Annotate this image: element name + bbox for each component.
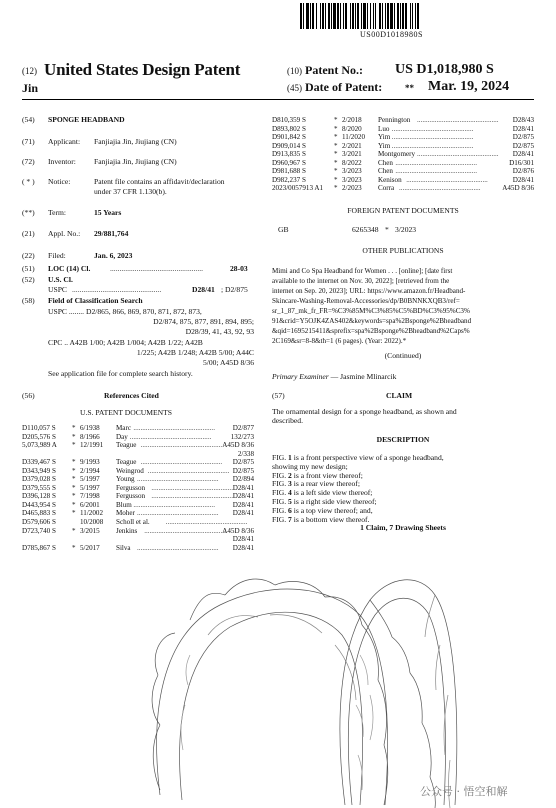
ref-date: 3/2015 (80, 526, 100, 535)
ref-number: D981,688 S (272, 167, 306, 176)
reference-row (272, 133, 534, 142)
ref-name: Young (116, 475, 135, 484)
reference-row (22, 535, 254, 544)
fig-caption: is a front view thereof; (291, 470, 363, 480)
ref-leader: .............................................. (133, 424, 215, 432)
ref-name: Corra (378, 184, 395, 193)
ref-class: D2/894 (232, 475, 254, 484)
ref-number: 5,073,989 A (22, 441, 57, 450)
term-value: 15 Years (94, 208, 122, 217)
ref-name: Teague (116, 458, 137, 467)
ref-mark: * (334, 124, 338, 133)
ref-mark: * (334, 158, 338, 167)
ref-number: D443,954 S (22, 500, 56, 509)
ref-date: 3/2021 (342, 150, 362, 159)
ref-number: D810,359 S (272, 116, 306, 124)
foreign-number: 6265348 (352, 225, 379, 234)
inventor-value: Fanjiajia Jin, Jiujiang (CN) (94, 157, 177, 166)
ref-leader: .............................................. (417, 116, 499, 124)
fig-number: 2 (288, 470, 292, 480)
ref-number: D893,802 S (272, 124, 306, 133)
notice-line-2: under 37 CFR 1.130(b). (94, 187, 167, 196)
fig-number: 7 (288, 514, 292, 524)
patent-number: US D1,018,980 S (395, 62, 494, 77)
title-code: (54) (22, 115, 35, 124)
ref-class: D28/41 (512, 150, 534, 159)
field-uspc-2: D2/874, 875, 877, 891, 894, 895; (153, 317, 254, 326)
reference-row (22, 527, 254, 536)
description-lines (272, 454, 534, 524)
reference-row (22, 458, 254, 467)
ref-leader: .............................................. (391, 124, 474, 133)
ref-mark: * (72, 432, 76, 441)
watermark: 公众号 · 悟空和解 (420, 785, 508, 798)
ref-number: D339,467 S (22, 458, 56, 467)
fig-word: FIG. (272, 514, 287, 524)
ref-leader: .............................................. (165, 518, 248, 527)
ref-class: D28/41 (232, 543, 254, 552)
ref-name: Moher (116, 509, 135, 518)
ref-name: Pennington (378, 116, 411, 124)
field-uspc-3: D28/39, 41, 43, 92, 93 (185, 327, 254, 336)
publication-line: sr_1_87_mk_fr_FR=%C3%85M%C3%85%C5%BD%C3%95%C3% (272, 307, 470, 315)
ref-mark: * (334, 167, 338, 176)
ref-class: 132/273 (230, 432, 254, 441)
ref-date: 5/1997 (80, 475, 100, 484)
ref-class: D28/41 (232, 500, 254, 509)
ref-name: Blum (116, 500, 132, 509)
fig-word: FIG. (272, 453, 287, 462)
ref-name: Scholl et al. (116, 518, 150, 527)
ref-leader: .............................................. (399, 184, 481, 193)
field-cpc-1: CPC .. A42B 1/00; A42B 1/004; A42B 1/22; A42B (48, 338, 203, 347)
ref-number: D982,237 S (272, 175, 306, 184)
uspc-leader: ............................................... (72, 285, 162, 294)
ref-name: Kenison (378, 175, 402, 184)
ref-class: A45D 8/36 (222, 526, 254, 535)
ref-class: D2/877 (232, 424, 254, 432)
ref-name: Luo (378, 124, 390, 133)
fig-caption: is a top view thereof; and, (291, 505, 373, 515)
field-label: Field of Classification Search (48, 296, 143, 305)
foreign-mark: * (385, 225, 389, 234)
design-title: SPONGE HEADBAND (48, 115, 125, 124)
loc-leader: ................................................. (110, 264, 204, 273)
ref-date: 2/2021 (342, 141, 362, 150)
fig-word: FIG. (272, 488, 287, 498)
uspc-label: USPC (48, 285, 67, 294)
ref-number: D901,842 S (272, 133, 306, 142)
reference-row (22, 484, 254, 493)
ref-leader: .............................................. (140, 458, 223, 467)
ref-name: Fergusson (116, 492, 146, 501)
ref-mark: * (334, 184, 338, 193)
document-type: United States Design Patent (44, 60, 241, 79)
appl-label: Appl. No.: (48, 229, 81, 238)
reference-row (22, 544, 254, 553)
foreign-date: 3/2023 (395, 225, 417, 234)
ref-name: Weingrod (116, 466, 144, 475)
uspc-main: D28/41 (192, 285, 215, 294)
ref-number: 2023/0057913 A1 (272, 184, 324, 193)
ref-leader: .............................................. (395, 158, 477, 167)
reference-row (272, 142, 534, 151)
appl-code: (21) (22, 229, 35, 238)
reference-row (22, 509, 254, 518)
ref-date: 12/1991 (80, 441, 104, 450)
ref-mark: * (334, 141, 338, 150)
loc-code: (51) (22, 264, 35, 273)
ref-mark: * (72, 441, 76, 450)
ref-class: D28/41 (232, 492, 254, 501)
ref-date: 8/2020 (342, 124, 362, 133)
ref-leader: .............................................. (406, 175, 488, 184)
ref-mark: * (72, 492, 76, 501)
ref-leader: .............................................. (391, 133, 474, 142)
ref-class: D2/875 (512, 141, 534, 150)
ref-number: D723,740 S (22, 526, 56, 535)
ref-class: A45D 8/36 (502, 184, 534, 193)
description-title: DESCRIPTION (376, 435, 430, 444)
reference-row (272, 184, 534, 193)
ref-leader: .............................................. (133, 500, 215, 509)
ref-class: D2/875 (512, 133, 534, 142)
ref-mark: * (72, 466, 76, 475)
ref-name: Day (116, 432, 128, 441)
examiner-label: Primary Examiner (272, 372, 329, 381)
barcode (300, 3, 510, 29)
ref-name: Chen (378, 158, 393, 167)
ref-mark: * (72, 543, 76, 552)
uscl-code: (52) (22, 275, 35, 284)
ref-mark: * (72, 526, 76, 535)
inventor-code: (72) (22, 157, 35, 166)
uscl-label: U.S. Cl. (48, 275, 73, 284)
ref-name: Montgomery (378, 150, 416, 159)
claim-title: CLAIM (386, 391, 413, 400)
ref-name: Teague (116, 441, 137, 450)
ref-mark: * (72, 424, 76, 432)
fig-word: FIG. (272, 479, 287, 489)
ref-date: 2/1994 (80, 466, 100, 475)
fig-caption: is a left side view thereof; (291, 488, 373, 498)
reference-row (22, 492, 254, 501)
fig-word: FIG. (272, 470, 287, 480)
reference-row (272, 125, 534, 134)
date-label: Date of Patent: (305, 80, 383, 94)
ref-leader: .............................................. (140, 441, 223, 450)
ref-number: D913,835 S (272, 150, 306, 159)
field-code: (58) (22, 296, 35, 305)
reference-row (22, 450, 254, 459)
reference-row (272, 150, 534, 159)
uspc-rest: ; D2/875 (221, 285, 248, 294)
reference-row (22, 424, 254, 433)
ref-leader: .............................................. (395, 167, 477, 176)
ref-leader: .............................................. (129, 432, 212, 441)
ref-name: Silva (116, 543, 131, 552)
ref-class: D2/875 (232, 458, 254, 467)
reference-row (272, 167, 534, 176)
fig-number: 1 (288, 453, 292, 462)
publication-line: Skincare-Washing-Removal-Accessories/dp/B0BNNKXQB3/ref= (272, 297, 460, 305)
barcode-gap (419, 3, 421, 29)
ref-leader: .............................................. (147, 466, 230, 475)
applicant-value: Fanjiajia Jin, Jiujiang (CN) (94, 137, 177, 146)
claim-line-2: described. (272, 416, 303, 425)
ref-class: D16/301 (509, 158, 534, 167)
ref-name: Yim (378, 133, 391, 142)
ref-leader: .............................................. (151, 483, 233, 492)
publication-line: &qid=1695215411&sprefix=spa%2Bsponge%2Bheadband%2Caps% (272, 327, 470, 335)
ref-leader: .............................................. (144, 526, 226, 535)
field-note: See application file for complete search history. (48, 369, 193, 378)
ref-date: 5/1997 (80, 483, 100, 492)
ref-mark: * (72, 475, 76, 484)
other-pubs-title: OTHER PUBLICATIONS (362, 246, 444, 255)
ref-class: D28/41 (232, 483, 254, 492)
ref-date: 10/2008 (80, 518, 104, 527)
code-12: (12) (22, 66, 37, 76)
code-45: (45) (287, 83, 302, 93)
loc-label: LOC (14) Cl. (48, 264, 91, 273)
ref-mark: * (334, 116, 338, 124)
ref-number: D960,967 S (272, 158, 306, 167)
publication-line: internet on Sep. 20, 2023]; URL: https://www.amazon.fr/Headband- (272, 287, 466, 295)
ref-mark: * (334, 150, 338, 159)
claim-code: (57) (272, 391, 285, 400)
us-patents-title: U.S. PATENT DOCUMENTS (80, 408, 172, 417)
ref-date: 3/2023 (342, 167, 362, 176)
ref-date: 8/1966 (80, 432, 100, 441)
fig-word: FIG. (272, 496, 287, 506)
fig-word: FIG. (272, 505, 287, 515)
foreign-title: FOREIGN PATENT DOCUMENTS (347, 206, 459, 215)
ref-leader: .............................................. (151, 492, 233, 501)
foreign-country: GB (278, 225, 289, 234)
ref-leader: .............................................. (137, 509, 219, 518)
notice-code: ( * ) (22, 177, 35, 186)
us-references-right (272, 116, 534, 193)
ref-number: D785,867 S (22, 543, 56, 552)
ref-number: D379,028 S (22, 475, 56, 484)
claim-line-1: The ornamental design for a sponge headband, as shown and (272, 407, 457, 416)
ref-number: D343,949 S (22, 466, 56, 475)
filed-label: Filed: (48, 251, 66, 260)
ref-mark: * (72, 458, 76, 467)
fig-caption: is a rear view thereof; (291, 479, 360, 489)
ref-mark: * (72, 483, 76, 492)
ref-date: 7/1998 (80, 492, 100, 501)
ref-class: D2/876 (512, 167, 534, 176)
us-references-left (22, 424, 254, 552)
ref-class: D28/41 (512, 175, 534, 184)
continued-note: (Continued) (384, 351, 422, 360)
term-code: (**) (22, 208, 35, 217)
ref-date: 8/2022 (342, 158, 362, 167)
fig-number: 5 (288, 496, 292, 506)
code-10: (10) (287, 66, 302, 76)
examiner-dash: — (328, 372, 341, 381)
ref-date: 3/2023 (342, 175, 362, 184)
reference-row (22, 501, 254, 510)
reference-row (272, 159, 534, 168)
fig-number: 4 (288, 488, 292, 498)
ref-name: Chen (378, 167, 393, 176)
publication-line: Mimi and Co Spa Headband for Women . . . [online]; [date first (272, 267, 453, 275)
term-label: Term: (48, 208, 67, 217)
patent-no-label: Patent No.: (305, 63, 363, 77)
reference-row (22, 475, 254, 484)
applicant-label: Applicant: (48, 137, 81, 146)
fig-number: 6 (288, 505, 292, 515)
examiner-name: Jasmine Mlinarcik (340, 372, 397, 381)
ref-date: 11/2002 (80, 509, 103, 518)
reference-row (22, 441, 254, 450)
primary-examiner (272, 373, 396, 382)
reference-row (22, 467, 254, 476)
field-cpc-3: 5/00; A45D 8/36 (202, 358, 254, 367)
headband-drawing (130, 565, 530, 808)
filed-code: (22) (22, 251, 35, 260)
fig-number: 3 (288, 479, 292, 489)
ref-mark: * (72, 500, 76, 509)
ref-number: D909,014 S (272, 141, 306, 150)
inventor-surname: Jin (22, 81, 39, 95)
ref-name: Fergusson (116, 483, 146, 492)
ref-date: 9/1993 (80, 458, 100, 467)
reference-row (22, 518, 254, 527)
field-uspc-1: USPC ........ D2/865, 866, 869, 870, 871, 872, 873, (48, 307, 202, 316)
fig-caption: is a bottom view thereof. (291, 514, 370, 524)
ref-date: 5/2017 (80, 543, 100, 552)
side-view (340, 580, 457, 808)
field-cpc-2: 1/225; A42B 1/248; A42B 5/00; A44C (136, 348, 254, 357)
fig-caption: is a front perspective view of a sponge headband, (291, 453, 444, 462)
ref-class: D28/41 (512, 124, 534, 133)
ref-number: D110,057 S (22, 424, 56, 432)
ref-date: 2/2023 (342, 184, 362, 193)
reference-row (22, 433, 254, 442)
fig-caption: is a right side view thereof; (291, 496, 377, 506)
other-publications (272, 266, 534, 346)
publication-line: available to the internet on Nov. 30, 2022]; [retrieved from the (272, 277, 450, 285)
ref-class: D28/43 (512, 116, 534, 124)
applicant-code: (71) (22, 137, 35, 146)
ref-class: D28/41 (232, 535, 254, 544)
filed-value: Jan. 6, 2023 (94, 251, 133, 260)
ref-name: Jenkins (116, 526, 138, 535)
ref-class: D28/41 (232, 509, 254, 518)
header-rule (22, 99, 534, 100)
publication-line: 91&crid=Y5OJK4ZAS402&keywords=spa%2Bsponge%2Bheadband (272, 317, 472, 325)
appl-value: 29/881,764 (94, 229, 129, 238)
ref-number: D465,883 S (22, 509, 56, 518)
reference-row (272, 176, 534, 185)
ref-class: D2/875 (232, 466, 254, 475)
ref-leader: .............................................. (137, 475, 219, 484)
ref-number: D396,128 S (22, 492, 56, 501)
ref-number: D205,576 S (22, 432, 56, 441)
notice-label: Notice: (48, 177, 71, 186)
ref-class: A45D 8/36 (222, 441, 254, 450)
ref-date: 2/2018 (342, 116, 362, 124)
refs-title: References Cited (104, 391, 159, 400)
patent-date: Mar. 19, 2024 (428, 79, 510, 94)
barcode-number: US00D1018980S (360, 30, 423, 39)
description-continuation: showing my new design; (272, 461, 348, 471)
reference-row (272, 116, 534, 125)
ref-date: 6/1938 (80, 424, 100, 432)
ref-mark: * (334, 175, 338, 184)
refs-code: (56) (22, 391, 35, 400)
claims-summary: 1 Claim, 7 Drawing Sheets (360, 523, 446, 532)
inventor-label: Inventor: (48, 157, 76, 166)
front-perspective-view (152, 579, 388, 805)
ref-mark: * (72, 509, 76, 518)
ref-date: 6/2001 (80, 500, 100, 509)
ref-date: 11/2020 (342, 133, 365, 142)
ref-name: Marc (116, 424, 131, 432)
publication-line: 2C169&sr=8-8&th=1 (6 pages). (Year: 2022).* (272, 337, 407, 345)
notice-line-1: Patent file contains an affidavit/declaration (94, 177, 225, 186)
ref-leader: .............................................. (391, 141, 474, 150)
ref-mark: * (334, 133, 338, 142)
ref-number: D379,555 S (22, 483, 56, 492)
ref-leader: .............................................. (417, 150, 499, 159)
ref-number: D579,606 S (22, 518, 56, 527)
date-marks: ** (405, 83, 414, 93)
ref-class: 2/338 (237, 449, 254, 458)
ref-name: Yim (378, 141, 391, 150)
ref-leader: .............................................. (137, 543, 219, 552)
loc-value: 28-03 (230, 264, 248, 273)
